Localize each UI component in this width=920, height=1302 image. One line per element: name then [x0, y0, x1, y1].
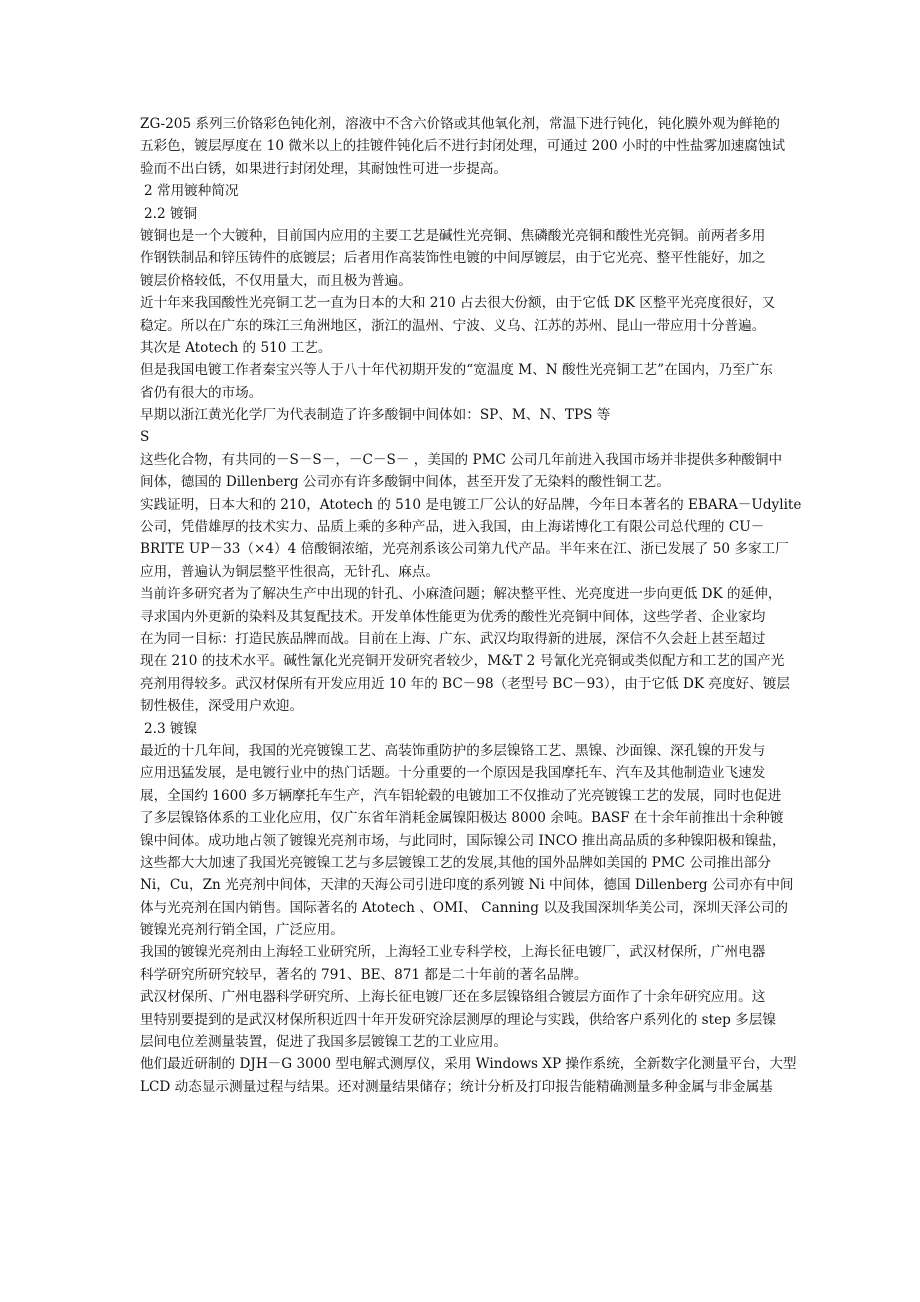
text-line: 他们最近研制的 DJH－G 3000 型电解式测厚仪，采用 Windows XP 操作系统，全新数字化测量平台，大型: [140, 1056, 797, 1073]
text-line: 这些都大大加速了我国光亮镀镍工艺与多层镀镍工艺的发展,其他的国外品牌如美国的 PMC 公司推出部分: [140, 854, 771, 871]
text-line: 稳定。所以在广东的珠江三角洲地区，浙江的温州、宁波、义乌、江苏的苏州、昆山一带应用十分普遍。: [140, 317, 766, 334]
text-line: 镀层价格较低，不仅用量大，而且极为普遍。: [140, 272, 412, 289]
text-line: 了多层镍铬体系的工业化应用，仅广东省年消耗金属镍阳极达 8000 余吨。BASF 在十余年前推出十余种镀: [140, 810, 784, 827]
text-line: 应用，普遍认为铜层整平性很高，无针孔、麻点。: [140, 563, 440, 580]
text-line: 最近的十几年间，我国的光亮镀镍工艺、高装饰重防护的多层镍铬工艺、黑镍、沙面镍、深孔镍的开发与: [140, 742, 766, 759]
text-line: 公司，凭借雄厚的技术实力、品质上乘的多种产品，进入我国，由上海诺博化工有限公司总代理的 CU－: [140, 519, 765, 536]
text-line: 韧性极佳，深受用户欢迎。: [140, 698, 304, 715]
text-line: 作钢铁制品和锌压铸件的底镀层；后者用作高装饰性电镀的中间厚镀层，由于它光亮、整平性能好，加之: [140, 250, 766, 267]
text-line: Ni，Cu，Zn 光亮剂中间体，天津的天海公司引进印度的系列镀 Ni 中间体，德国 Dillenberg 公司亦有中间: [140, 877, 794, 894]
subsection-heading: 2.3 镀镍: [144, 720, 198, 737]
text-line: 亮剂用得较多。武汉材保所有开发应用近 10 年的 BC－98（老型号 BC－93），由于它低 DK 亮度好、镀层: [140, 675, 790, 692]
subsection-heading: 2.2 镀铜: [144, 205, 198, 222]
text-line: 当前许多研究者为了解决生产中出现的针孔、小麻渣问题；解决整平性、光亮度进一步向更低 DK 的延伸，: [140, 586, 782, 603]
text-line: 镍中间体。成功地占领了镀镍光亮剂市场，与此同时，国际镍公司 INCO 推出高品质的多种镍阳极和镍盐，: [140, 832, 786, 849]
text-line: 早期以浙江黄光化学厂为代表制造了许多酸铜中间体如：SP、M、N、TPS 等: [140, 407, 611, 424]
text-line: 镀铜也是一个大镀种，目前国内应用的主要工艺是碱性光亮铜、焦磷酸光亮铜和酸性光亮铜。前两者多用: [140, 227, 766, 244]
text-line: 展，全国约 1600 多万辆摩托车生产，汽车铝轮毂的电镀加工不仅推动了光亮镀镍工艺的发展，同时也促进: [140, 787, 782, 804]
text-line: ZG-205 系列三价铬彩色钝化剂，溶液中不含六价铬或其他氧化剂，常温下进行钝化，钝化膜外观为鲜艳的: [140, 116, 780, 132]
text-line: 验而不出白锈，如果进行封闭处理，其耐蚀性可进一步提高。: [140, 160, 508, 177]
section-heading: 2 常用镀种简况: [144, 183, 239, 200]
text-line: S: [140, 429, 150, 446]
text-line: 但是我国电镀工作者秦宝兴等人于八十年代初期开发的“宽温度 M、N 酸性光亮铜工艺”在国内，乃至广东: [140, 362, 773, 379]
text-line: 寻求国内外更新的染料及其复配技术。开发单体性能更为优秀的酸性光亮铜中间体，这些学者、企业家均: [140, 608, 766, 625]
text-line: 武汉材保所、广州电器科学研究所、上海长征电镀厂还在多层镍铬组合镀层方面作了十余年研究应用。这: [140, 989, 766, 1006]
text-line: BRITE UP－33（×4）4 倍酸铜浓缩，光亮剂系该公司第九代产品。半年来在江、浙已发展了 50 多家工厂: [140, 541, 789, 558]
text-line: 体与光亮剂在国内销售。国际著名的 Atotech 、OMI、 Canning 以及我国深圳华美公司，深圳天泽公司的: [140, 899, 789, 916]
text-line: 层间电位差测量装置，促进了我国多层镀镍工艺的工业应用。: [140, 1034, 508, 1051]
text-line: 现在 210 的技术水平。碱性氰化光亮铜开发研究者较少，M&T 2 号氰化光亮铜或类似配方和工艺的国产光: [140, 653, 785, 670]
text-line: 科学研究所研究较早，著名的 791、BE、871 都是二十年前的著名品牌。: [140, 966, 588, 983]
text-line: 近十年来我国酸性光亮铜工艺一直为日本的大和 210 占去很大份额，由于它低 DK 区整平光亮度很好，又: [140, 295, 776, 312]
text-line: 在为同一目标：打造民族品牌而战。目前在上海、广东、武汉均取得新的进展，深信不久会赶上甚至超过: [140, 630, 766, 647]
text-line: LCD 动态显示测量过程与结果。还对测量结果储存；统计分析及打印报告能精确测量多种金属与非金属基: [140, 1078, 773, 1095]
text-line: 里特别要提到的是武汉材保所积近四十年开发研究涂层测厚的理论与实践，供给客户系列化的 step 多层镍: [140, 1011, 776, 1028]
text-line: 这些化合物，有共同的－S－S－，－C－S－ ，美国的 PMC 公司几年前进入我国市场并非提供多种酸铜中: [140, 451, 783, 468]
text-line: 五彩色，镀层厚度在 10 微米以上的挂镀件钝化后不进行封闭处理，可通过 200 小时的中性盐雾加速腐蚀试: [140, 138, 786, 155]
document-body: [140, 113, 802, 1098]
text-line: 省仍有很大的市场。: [140, 384, 263, 401]
text-line: 间体，德国的 Dillenberg 公司亦有许多酸铜中间体，甚至开发了无染料的酸性铜工艺。: [140, 474, 670, 491]
text-line: 实践证明，日本大和的 210，Atotech 的 510 是电镀工厂公认的好品牌，今年日本著名的 EBARA－Udylite: [140, 496, 802, 513]
text-line: 我国的镀镍光亮剂由上海轻工业研究所，上海轻工业专科学校，上海长征电镀厂，武汉材保所，广州电器: [140, 944, 766, 961]
text-line: 应用迅猛发展，是电镀行业中的热门话题。十分重要的一个原因是我国摩托车、汽车及其他制造业飞速发: [140, 765, 766, 782]
text-line: 其次是 Atotech 的 510 工艺。: [140, 339, 332, 356]
text-line: 镀镍光亮剂行销全国，广泛应用。: [140, 922, 344, 939]
